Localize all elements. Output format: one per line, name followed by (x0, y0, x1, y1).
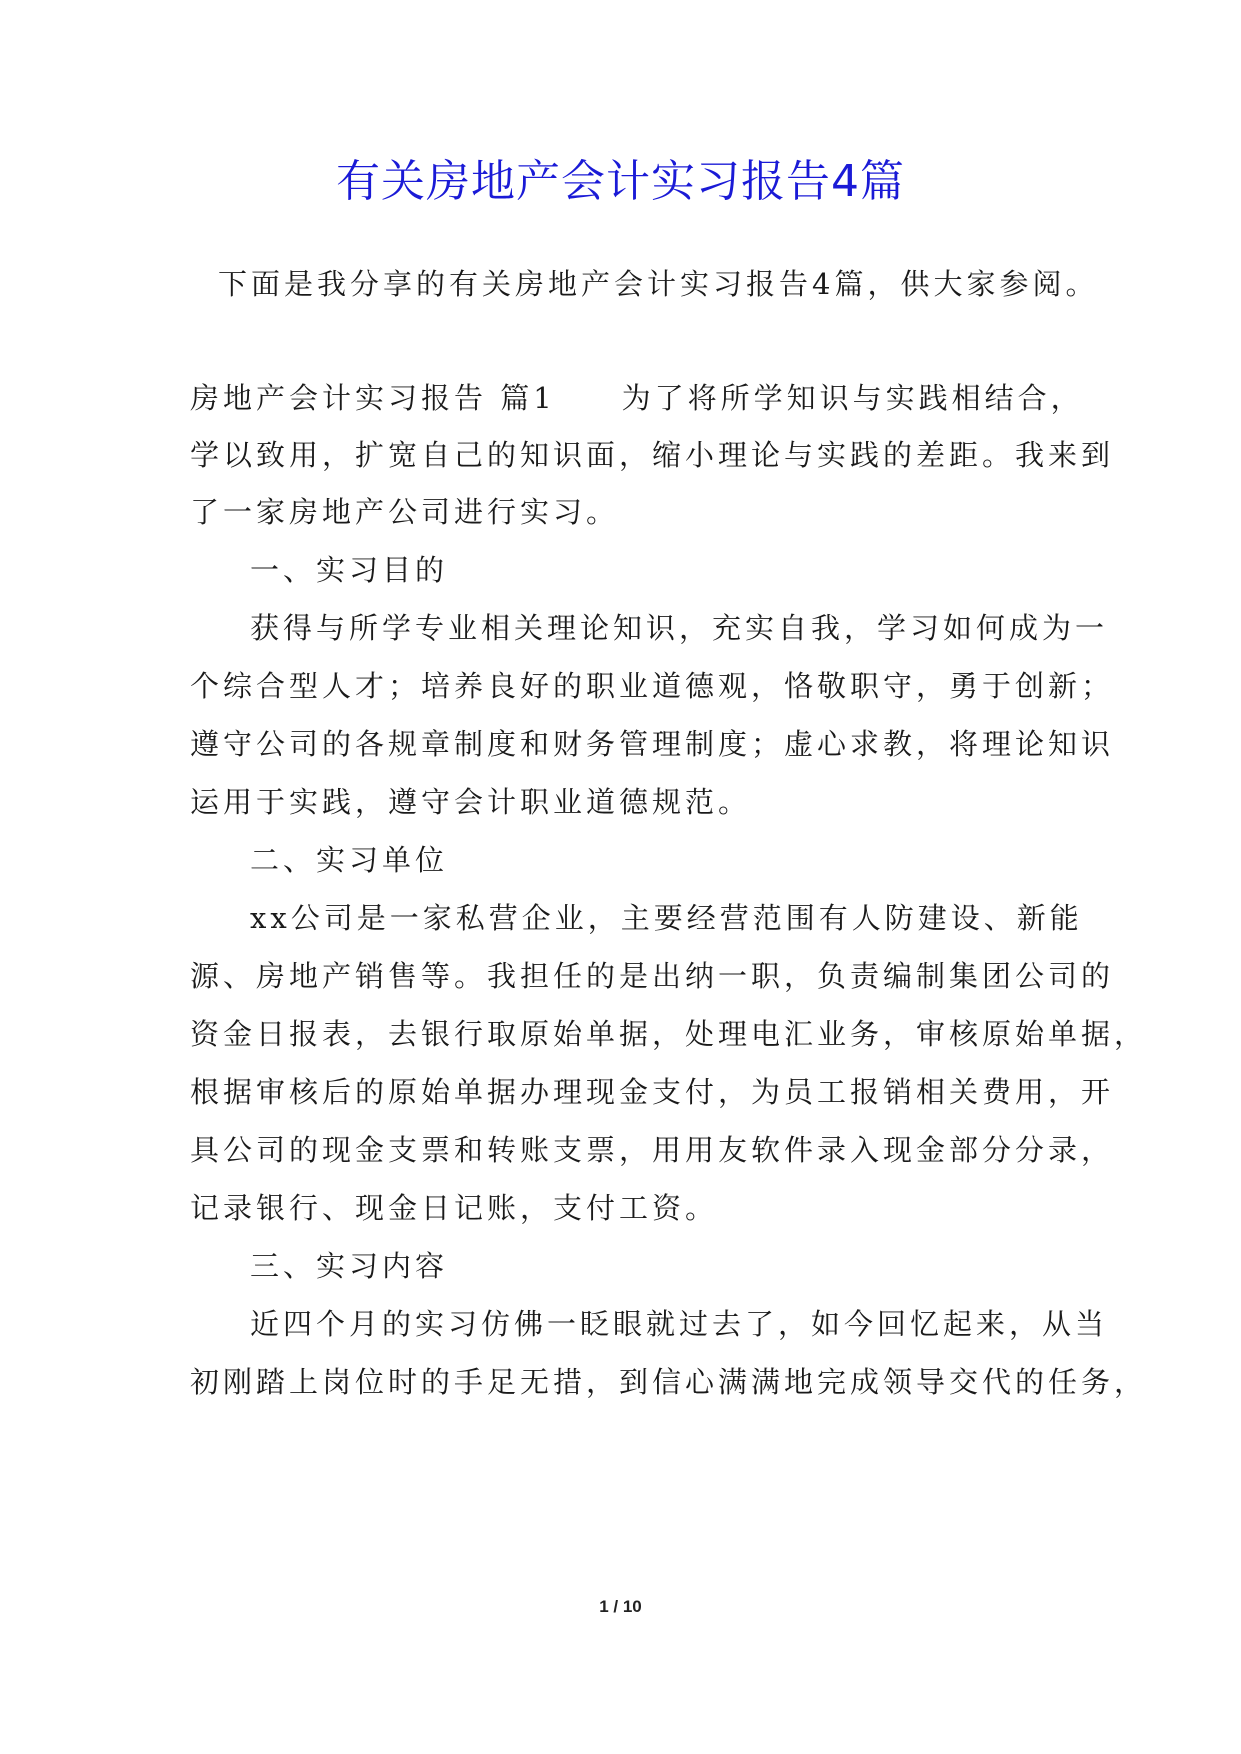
page-number: 1 / 10 (599, 1597, 642, 1616)
body-line: 获得与所学专业相关理论知识，充实自我，学习如何成为一 (250, 611, 1109, 645)
body-line: 房地产会计实习报告 篇1 为了将所学知识与实践相结合， (190, 381, 1084, 415)
body-line: 学以致用，扩宽自己的知识面，缩小理论与实践的差距。我来到 (190, 438, 1115, 472)
intro-paragraph: 下面是我分享的有关房地产会计实习报告4篇，供大家参阅。 (218, 267, 1099, 301)
body-line: 了一家房地产公司进行实习。 (190, 495, 620, 529)
body-line: 个综合型人才；培养良好的职业道德观，恪敬职守，勇于创新； (190, 669, 1115, 703)
section-heading: 三、实习内容 (250, 1249, 449, 1283)
body-line: 记录银行、现金日记账，支付工资。 (190, 1191, 719, 1225)
body-line: 源、房地产销售等。我担任的是出纳一职，负责编制集团公司的 (190, 959, 1115, 993)
body-line: 具公司的现金支票和转账支票，用用友软件录入现金部分分录， (190, 1133, 1115, 1167)
body-line: 遵守公司的各规章制度和财务管理制度；虚心求教，将理论知识 (190, 727, 1115, 761)
body-line: xx公司是一家私营企业，主要经营范围有人防建设、新能 (250, 901, 1083, 935)
body-line: 根据审核后的原始单据办理现金支付，为员工报销相关费用，开 (190, 1075, 1115, 1109)
document-title: 有关房地产会计实习报告4篇 (336, 156, 905, 207)
body-line: 运用于实践，遵守会计职业道德规范。 (190, 785, 752, 819)
body-line: 资金日报表，去银行取原始单据，处理电汇业务，审核原始单据， (190, 1017, 1148, 1051)
section-heading: 一、实习目的 (250, 553, 449, 587)
body-line: 近四个月的实习仿佛一眨眼就过去了，如今回忆起来，从当 (250, 1307, 1109, 1341)
section-heading: 二、实习单位 (250, 843, 449, 877)
body-line: 初刚踏上岗位时的手足无措，到信心满满地完成领导交代的任务， (190, 1365, 1148, 1399)
